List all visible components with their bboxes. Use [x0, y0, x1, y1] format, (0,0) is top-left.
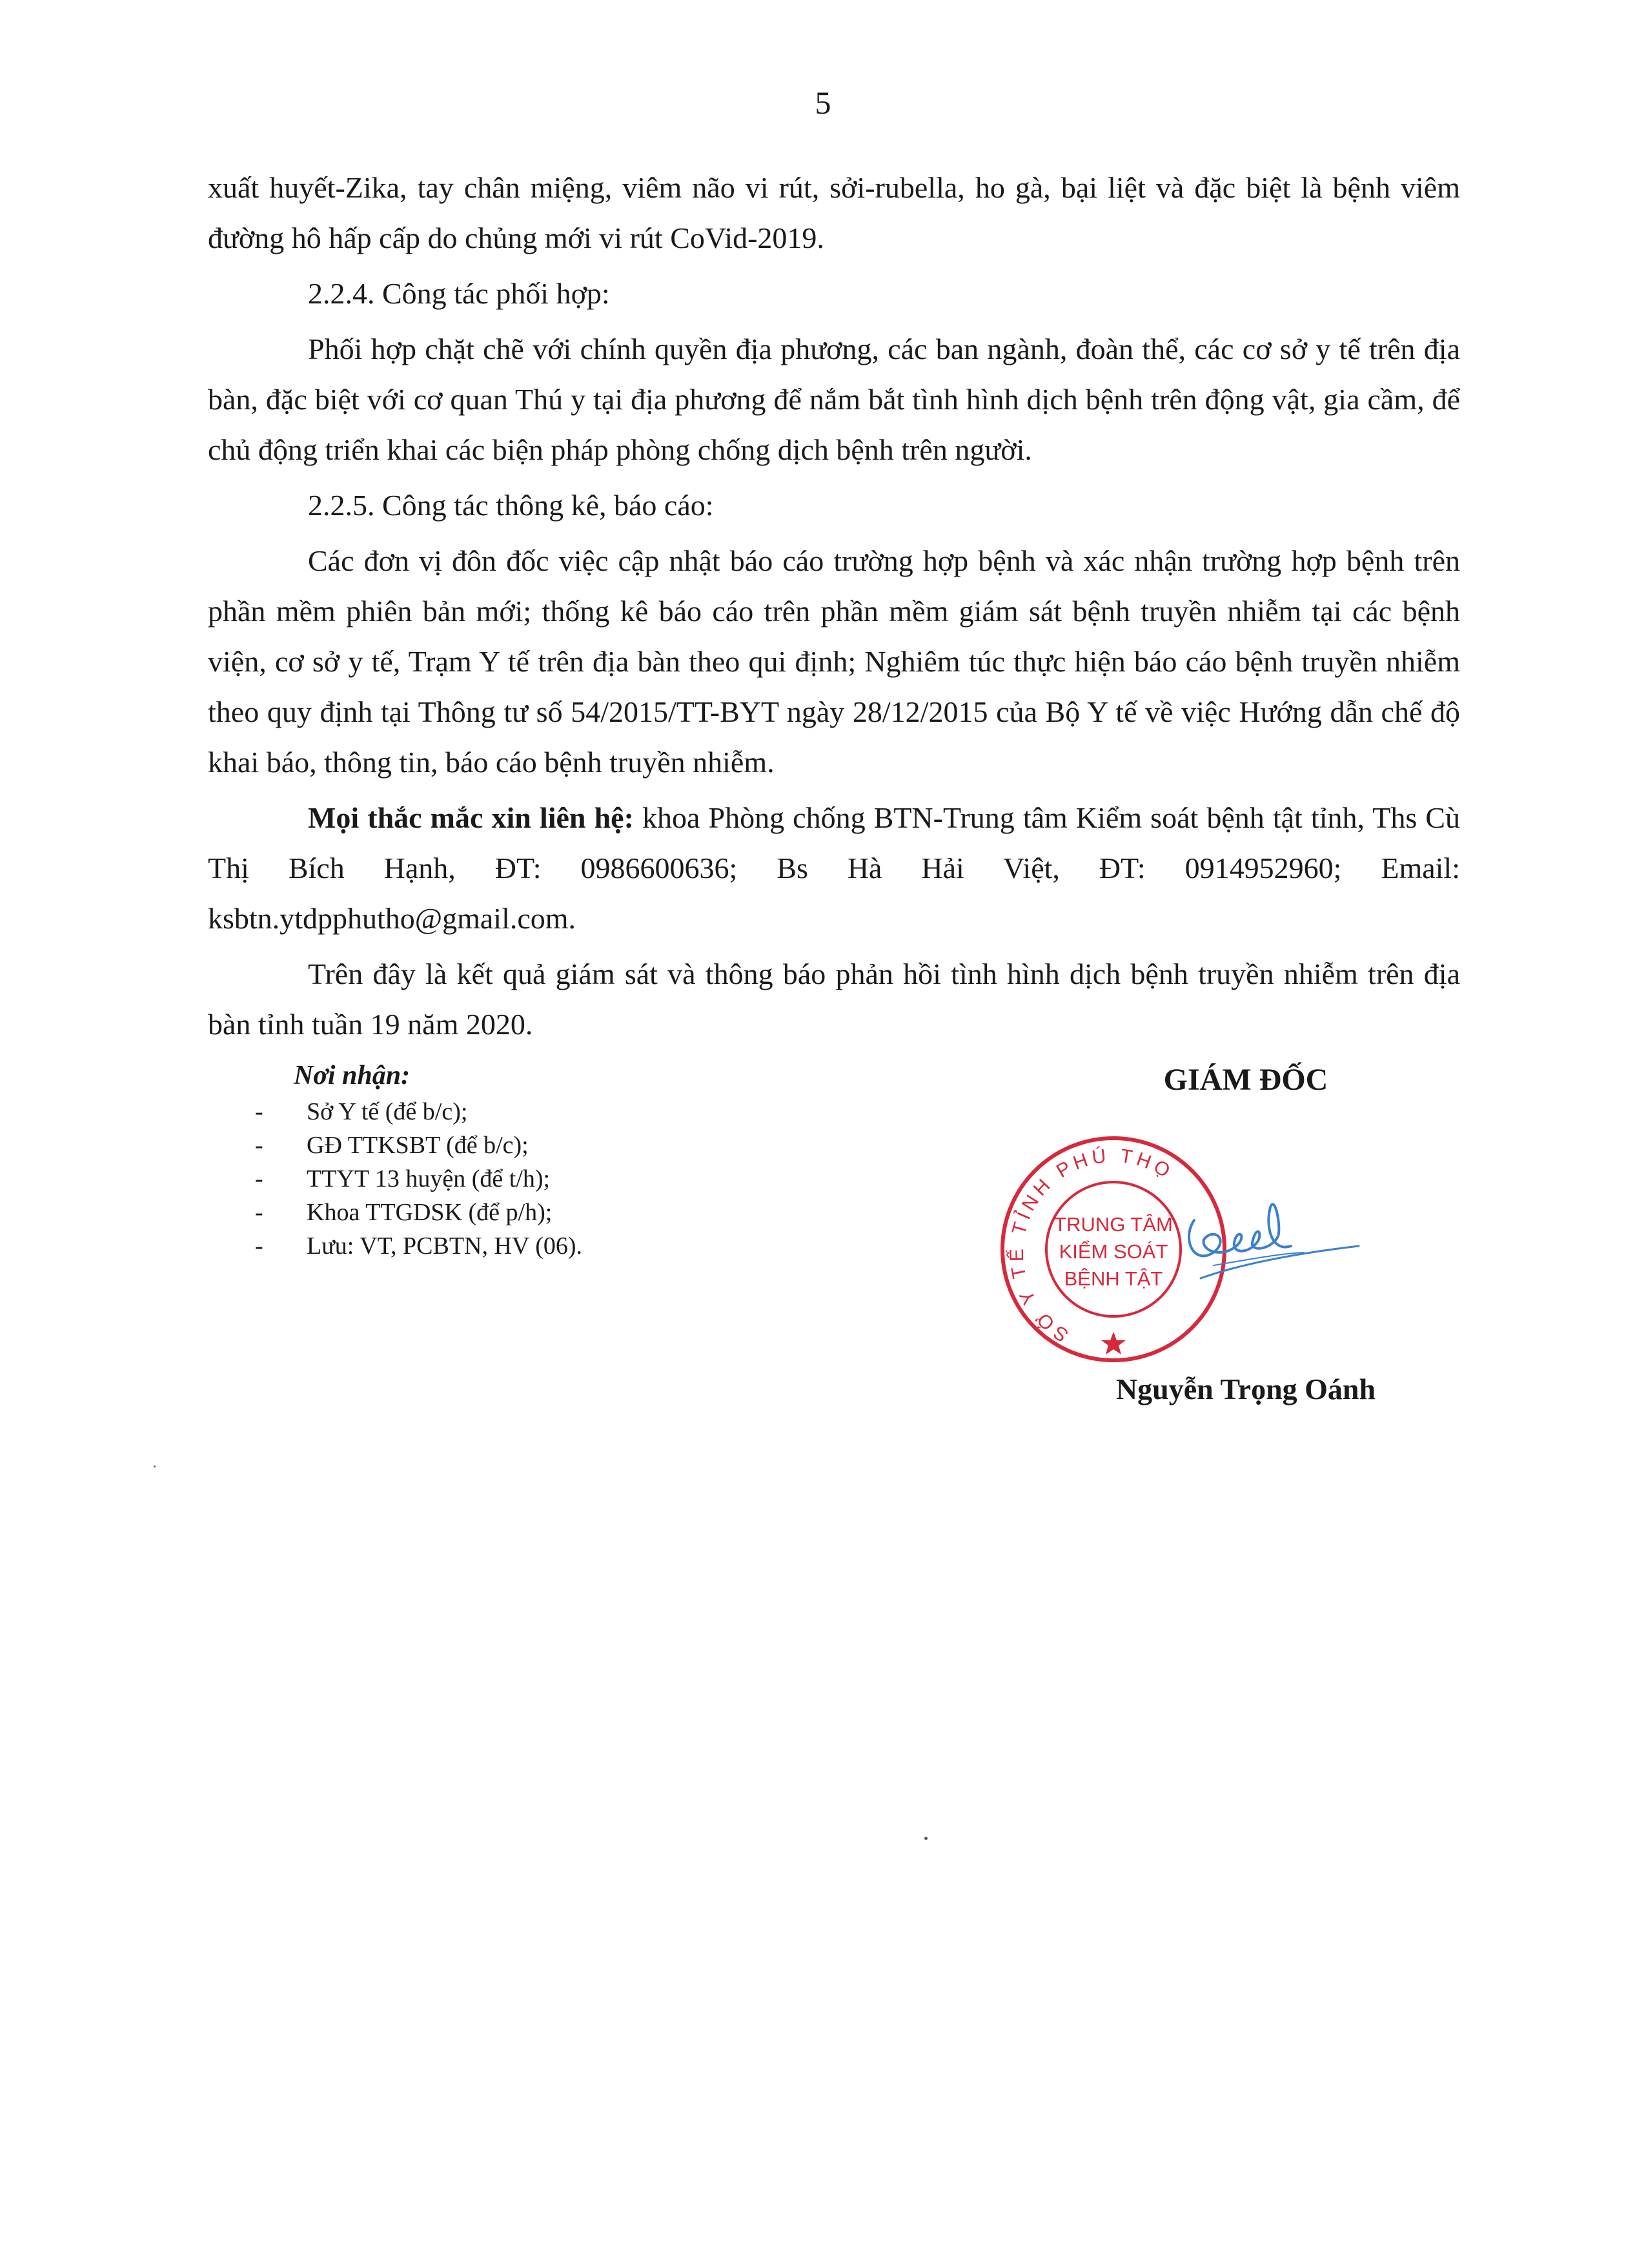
recipients-title: Nơi nhận: — [294, 1061, 411, 1090]
stamp-line: KIỂM SOÁT — [1059, 1240, 1168, 1263]
signature-title: GIÁM ĐỐC — [1163, 1063, 1328, 1097]
page-number: 5 — [815, 85, 831, 121]
handwritten-signature-icon — [1175, 1181, 1362, 1311]
paragraph-coordination: Phối hợp chặt chẽ với chính quyền địa phương, các ban ngành, đoàn thể, các cơ sở y tế trên địa bàn, đặc biệt với cơ quan Thú y tại địa phương để nắm bắt tình hình dịch bệnh trên động vật, gia cầm, để chủ động triển khai các biện pháp phòng chống dịch bệnh trên người. — [208, 332, 1460, 466]
scan-speck — [154, 1466, 156, 1467]
signer-name: Nguyễn Trọng Oánh — [1115, 1373, 1376, 1405]
recipient-item: - Sở Y tế (để b/c); — [255, 1095, 836, 1129]
recipient-item: - GĐ TTKSBT (để b/c); — [255, 1129, 836, 1162]
section-heading-2-2-5: 2.2.5. Công tác thông kê, báo cáo: — [308, 489, 714, 522]
recipient-item: - Lưu: VT, PCBTN, HV (06). — [255, 1229, 836, 1263]
paragraph-contact — [208, 793, 1460, 944]
stamp-line: TRUNG TÂM — [1054, 1213, 1173, 1236]
recipients-block — [255, 1059, 836, 1263]
section-heading-2-2-4: 2.2.4. Công tác phối hợp: — [308, 277, 610, 310]
stamp-ring-text: SỞ Y TẾ TỈNH PHÚ THỌ — [1006, 1145, 1177, 1346]
document-body — [208, 163, 1460, 1055]
paragraph-closing: Trên đây là kết quả giám sát và thông báo phản hồi tình hình dịch bệnh truyền nhiễm trên địa bàn tỉnh tuần 19 năm 2020. — [208, 957, 1460, 1041]
recipients-list — [255, 1095, 836, 1263]
recipient-item: - Khoa TTGDSK (để p/h); — [255, 1196, 836, 1229]
paragraph-continuation: xuất huyết-Zika, tay chân miệng, viêm não vi rút, sởi-rubella, ho gà, bại liệt và đặc biệt là bệnh viêm đường hô hấp cấp do chủng mới vi rút CoVid-2019. — [208, 171, 1460, 254]
scan-speck — [924, 1837, 928, 1840]
recipient-item: - TTYT 13 huyện (để t/h); — [255, 1162, 836, 1196]
contact-label: Mọi thắc mắc xin liên hệ: — [308, 801, 634, 834]
contact-details: khoa Phòng chống BTN-Trung tâm Kiểm soát bệnh tật tỉnh, Ths Cù Thị Bích Hạnh, ĐT: 0986600636; Bs Hà Hải Việt, ĐT: 0914952960; Email: ksbtn.ytdpphutho@gmail.com. — [208, 801, 1460, 935]
paragraph-reporting: Các đơn vị đôn đốc việc cập nhật báo cáo trường hợp bệnh và xác nhận trường hợp bệnh trên phần mềm phiên bản mới; thống kê báo cáo trên phần mềm giám sát bệnh truyền nhiễm tại các bệnh viện, cơ sở y tế, Trạm Y tế trên địa bàn theo qui định; Nghiêm túc thực hiện báo cáo bệnh truyền nhiễm theo quy định tại Thông tư số 54/2015/TT-BYT ngày 28/12/2015 của Bộ Y tế về việc Hướng dẫn chế độ khai báo, thông tin, báo cáo bệnh truyền nhiễm. — [208, 544, 1460, 779]
stamp-line: BỆNH TẬT — [1064, 1267, 1163, 1290]
